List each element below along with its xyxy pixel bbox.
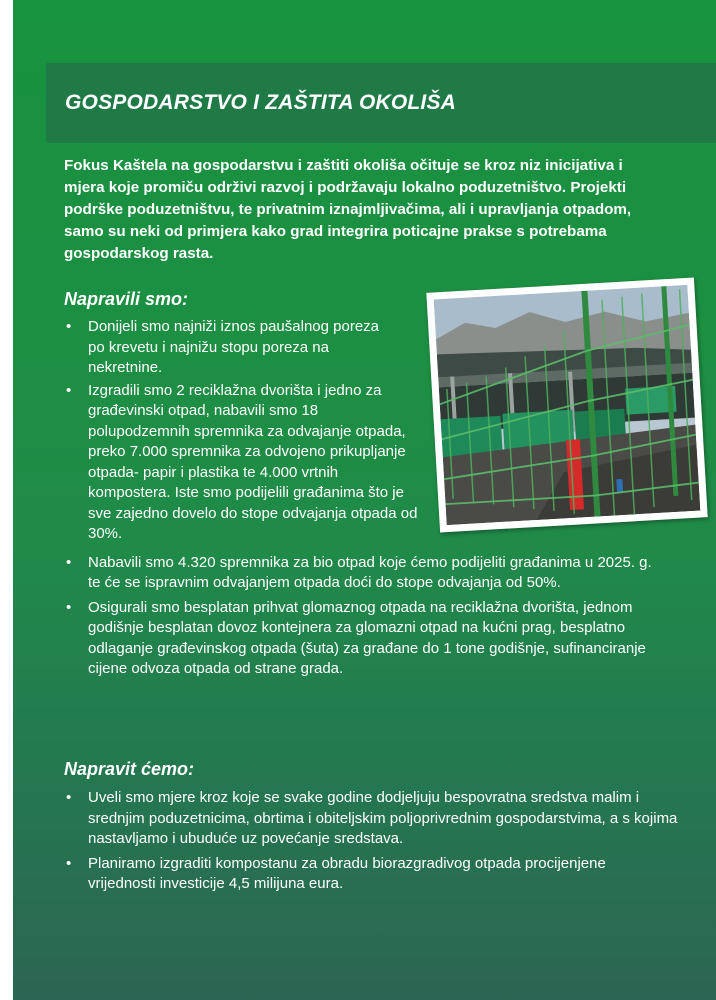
intro-paragraph: Fokus Kaštela na gospodarstvu i zaštiti okoliša očituje se kroz niz inicijativa i mjera koje promiču održivi razvoj i podržavaju lokalno poduzetništvo. Projekti podrške poduzetništvu, te privatnim iznajmljivačima, ali i upravljanja otpadom, samo su neki od primjera kako grad integrira poticajne prakse s potrebama gospodarskog rasta. <box>64 157 632 262</box>
recycling-yard-photo <box>426 277 707 532</box>
recycling-yard-image <box>434 285 701 525</box>
list-item: • Izgradili smo 2 reciklažna dvorišta i jedno za građevinski otpad, nabavili smo 18 polupodzemnih spremnika za odvajanje otpada, preko 7.000 spremnika za odvojeno prikupljanje otpada- papir i plastika te 4.000 vrtnih kompostera. Iste smo podijelili građanima što je sve zajedno dovelo do stope odvajanja otpada od 30%. <box>64 381 418 545</box>
section-heading-done: Napravili smo: <box>64 289 189 309</box>
section-heading-plan: Napravit ćemo: <box>64 759 195 779</box>
list-item: • Donijeli smo najniži iznos paušalnog poreza po krevetu i najnižu stopu poreza na nekretnine. <box>64 317 398 379</box>
list-item: • Planiramo izgraditi kompostanu za obradu biorazgradivog otpada procijenjene vrijednosti investicije 4,5 milijuna eura. <box>64 854 648 895</box>
plan-list <box>64 788 678 897</box>
page-title: GOSPODARSTVO I ZAŠTITA OKOLIŠA <box>65 91 457 114</box>
list-item: • Osigurali smo besplatan prihvat glomaznog otpada na reciklažna dvorišta, jednom godišnje besplatan dovoz kontejnera za glomazni otpad na kućni prag, besplatno odlaganje građevinskog otpada (šuta) za građane do 1 tone godišnje, sufinanciranje cijene odvoza otpada od strane grada. <box>64 598 678 680</box>
list-item: • Nabavili smo 4.320 spremnika za bio otpad koje ćemo podijeliti građanima u 2025. g. te će se ispravnim odvajanjem otpada doći do stope odvajanja od 50%. <box>64 553 653 594</box>
page <box>13 0 716 1000</box>
title-band <box>46 63 716 143</box>
list-item: • Uveli smo mjere kroz koje se svake godine dodjeljuju bespovratna sredstva malim i srednjim poduzetnicima, obrtima i obiteljskim poljoprivrednim gospodarstvima, a s kojima nastavljamo i ubuduće uz povećanje sredstava. <box>64 788 678 850</box>
